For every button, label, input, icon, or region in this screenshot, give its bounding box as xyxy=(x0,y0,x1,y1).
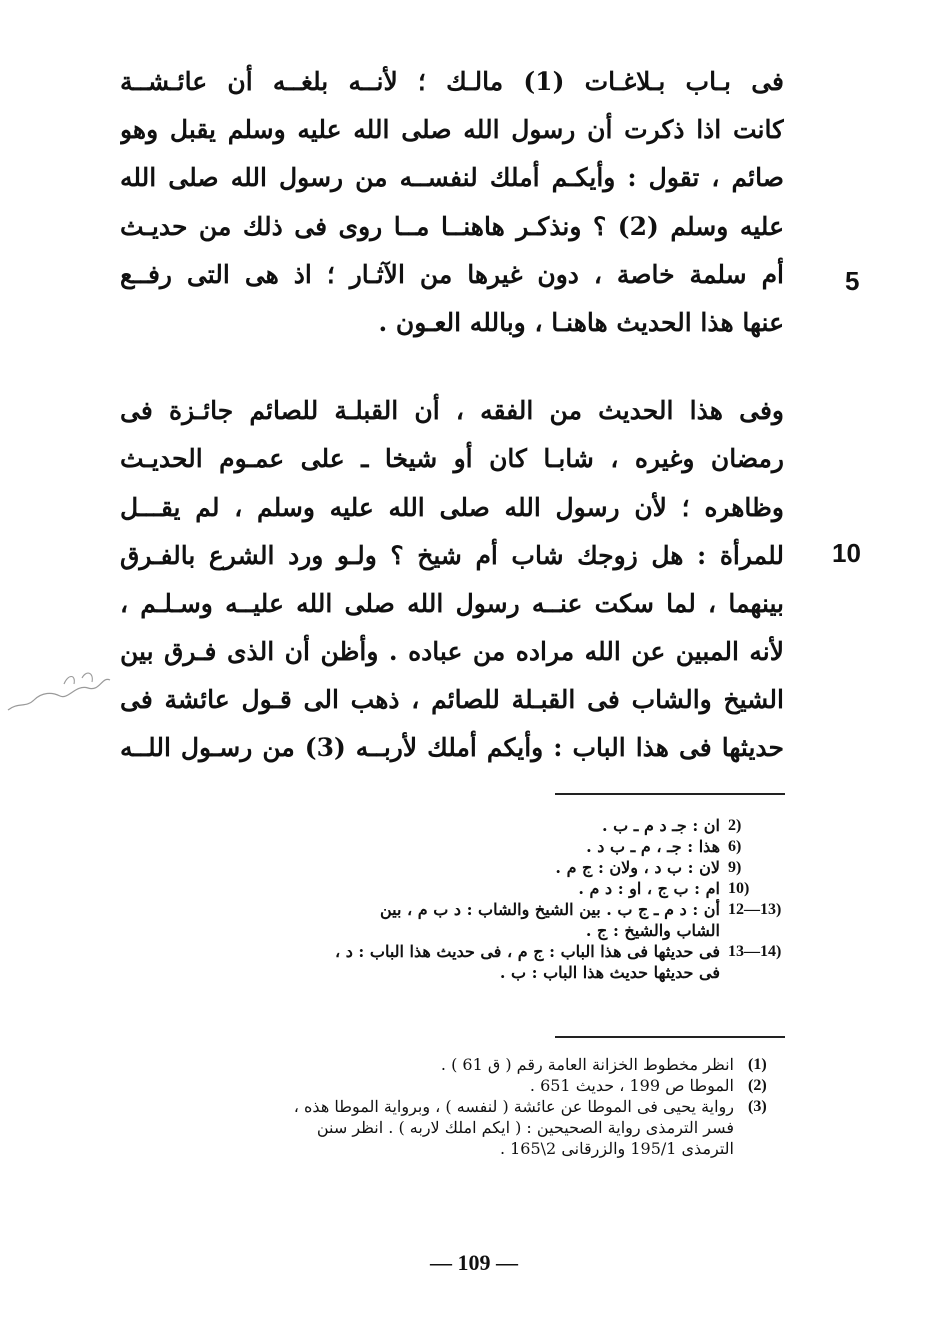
reference-number: (1) xyxy=(748,1056,767,1073)
text-line: للمرأة : هل زوجك شاب أم شيخ ؟ ولـو ورد الشرع بالفـرق xyxy=(120,540,784,570)
reference-number: (2) xyxy=(748,1077,767,1094)
references xyxy=(120,1054,784,1159)
line-number-5: 5 xyxy=(845,266,860,296)
text-line: كانت اذا ذكرت أن رسول الله صلى الله عليه وسلم يقبل وهو xyxy=(120,115,784,145)
reference-item xyxy=(120,1075,784,1096)
text-line: حديثها فى هذا الباب : وأيكم أملك لأربــه (3) من رسـول اللــه xyxy=(120,733,784,763)
note-text: ان : جـ د م ـ ب . xyxy=(601,816,720,835)
paragraph-2 xyxy=(120,387,784,773)
reference-text: رواية يحيى فى الموطا عن عائشة ( لنفسه ) ، وبرواية الموطا هذه ، xyxy=(293,1097,734,1116)
note-number: 2) xyxy=(728,817,742,834)
line-number-10: 10 xyxy=(832,538,861,568)
text-line: لأنه المبين عن الله مراده من عباده . وأظن أن الذى فـرق بين xyxy=(120,637,784,667)
reference-item xyxy=(120,1096,784,1117)
note-text: الشاب والشيخ : ج . xyxy=(585,921,720,940)
page-number: — 109 — xyxy=(430,1250,518,1275)
reference-text: انظر مخطوط الخزانة العامة رقم ( ق 61 ) . xyxy=(440,1055,734,1074)
note-number: 9) xyxy=(728,859,742,876)
note-number: 12—13) xyxy=(728,901,782,918)
note-text: هذا : جـ ، م ـ ب د . xyxy=(586,837,720,856)
note-text: فى حديثها حديث هذا الباب : ب . xyxy=(499,963,720,982)
text-line: عليه وسلم (2) ؟ ونذكـر هاهنــا مــا روى فى ذلك من حديـث xyxy=(120,211,784,241)
reference-text: الموطا ص 199 ، حديث 651 . xyxy=(529,1076,734,1095)
reference-continuation xyxy=(120,1117,784,1138)
text-line: عنها هذا الحديث هاهنـا ، وبالله العـون . xyxy=(378,307,784,337)
variant-note xyxy=(120,815,784,836)
note-number: 10) xyxy=(728,880,750,897)
note-text: أن : د م ـ ج ب . بين الشيخ والشاب : د ب م ، بين xyxy=(380,900,720,919)
note-text: لان : ب د ، ولان : ج م . xyxy=(555,858,720,877)
text-line: وظاهره ؛ لأن رسول الله صلى الله عليه وسلم ، لم يقـــل xyxy=(120,492,784,522)
reference-item xyxy=(120,1054,784,1075)
main-text xyxy=(120,58,784,773)
reference-text: الترمذى 195/1 والزرقانى 2\165 . xyxy=(499,1139,734,1158)
variant-note-continuation xyxy=(120,920,784,941)
variant-note xyxy=(120,857,784,878)
variant-note-continuation xyxy=(120,962,784,983)
variant-notes xyxy=(120,815,784,983)
text-line: بينهما ، لما سكت عنــه رسول الله صلى الله عليــه وسـلـم ، xyxy=(120,588,784,618)
text-line: فى بـاب بـلاغـات (1) مالـك ؛ لأنــه بلغــه أن عائـشــة xyxy=(120,67,784,96)
variant-note xyxy=(120,878,784,899)
reference-number: (3) xyxy=(748,1098,767,1115)
variant-note xyxy=(120,899,784,920)
note-text: ام : ب ج ، او : د م . xyxy=(578,879,720,898)
footnote-divider xyxy=(555,793,785,795)
paragraph-1 xyxy=(120,58,784,347)
reference-continuation xyxy=(120,1138,784,1159)
text-line: رمضان وغيره ، شابـا كان أو شيخا ـ على عمـوم الحديـث xyxy=(120,444,784,474)
note-number: 6) xyxy=(728,838,742,855)
variant-note xyxy=(120,836,784,857)
variant-note xyxy=(120,941,784,962)
reference-text: فسر الترمذى رواية الصحيحين : ( ايكم املك لاربه ) . انظر سنن xyxy=(316,1118,734,1137)
text-line: وفى هذا الحديث من الفقه ، أن القبلـة للصائم جائـزة فى xyxy=(120,396,784,426)
note-text: فى حديثها فى هذا الباب : ج م ، فى حديث هذا الباب : د ، xyxy=(334,942,720,961)
text-line: صائم ، تقول : وأيكـم أملك لنفســه من رسول الله صلى الله xyxy=(120,163,784,193)
note-number: 13—14) xyxy=(728,943,782,960)
text-line: الشيخ والشاب فى القبـلة للصائم ، ذهب الى قـول عائشة فى xyxy=(120,685,784,715)
references-divider xyxy=(555,1036,785,1038)
handwritten-margin-note xyxy=(4,662,114,718)
text-line: أم سلمة خاصة ، دون غيرها من الآثـار ؛ اذ هى التى رفــع xyxy=(120,259,784,289)
